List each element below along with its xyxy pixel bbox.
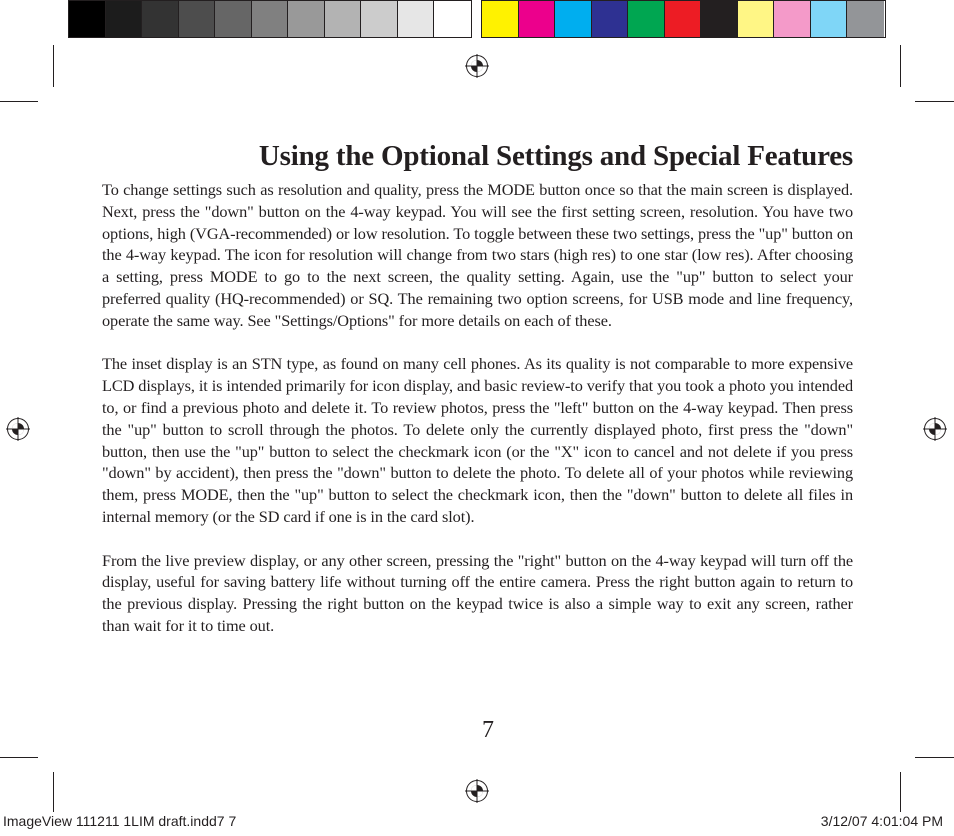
color-swatch	[738, 1, 775, 37]
page-number: 7	[482, 717, 494, 743]
color-swatch	[215, 1, 252, 37]
paragraph: The inset display is an STN type, as found on many cell phones. As its quality is not comparable to more expensive LCD displays, it is intended primarily for icon display, and basic review-to verify that you took a photo you intended to, or find a previous photo and delete it. To review photos, press the "left" button on the 4-way keypad. Then press the "up" button to scroll through the photos. To delete only the currently displayed photo, first press the "down" button, then use the "up" button to select the checkmark icon (or the "X" icon to cancel and not delete if you press "down" by accident), then press the "down" button to delete the photo. To delete all of your photos while reviewing them, press MODE, then the "up" button to select the checkmark icon, then the "down" button to delete all files in internal memory (or the SD card if one is in the card slot).	[102, 354, 853, 526]
color-swatch	[519, 1, 556, 37]
color-swatch	[179, 1, 216, 37]
registration-target-icon	[923, 417, 947, 441]
color-swatch	[361, 1, 398, 37]
crop-mark	[53, 45, 54, 87]
color-swatch	[592, 1, 629, 37]
color-swatch	[555, 1, 592, 37]
color-swatch	[665, 1, 702, 37]
color-swatch	[628, 1, 665, 37]
color-swatch	[847, 1, 884, 37]
color-swatch	[142, 1, 179, 37]
paragraph: From the live preview display, or any other screen, pressing the "right" button on the 4-way keypad will turn off the display, useful for saving battery life without turning off the entire camera. Press the right button again to return to the previous display. Pressing the right button on the keypad twice is also a simple way to exit any screen, rather than wait for it to time out.	[102, 550, 853, 635]
color-swatch	[774, 1, 811, 37]
registration-target-icon	[465, 54, 489, 78]
slug-timestamp: 3/12/07 4:01:04 PM	[820, 813, 943, 829]
crop-mark	[53, 772, 54, 812]
crop-mark	[900, 772, 901, 812]
color-swatch	[69, 1, 106, 37]
crop-mark	[915, 101, 954, 102]
crop-mark	[915, 757, 954, 758]
body-text	[102, 179, 853, 659]
page-title: Using the Optional Settings and Special Features	[258, 140, 853, 172]
color-swatch	[434, 1, 471, 37]
color-swatch	[325, 1, 362, 37]
slug-file-info: ImageView 111211 1LIM draft.indd7 7	[3, 813, 237, 829]
color-swatch	[482, 1, 519, 37]
grayscale-swatch-bar	[68, 0, 472, 38]
color-swatch	[701, 1, 738, 37]
color-swatch	[106, 1, 143, 37]
crop-mark	[0, 101, 38, 102]
registration-target-icon	[465, 779, 489, 803]
paragraph: To change settings such as resolution and quality, press the MODE button once so that the main screen is displayed. Next, press the "down" button on the 4-way keypad. You will see the first setting screen, resolution. You have two options, high (VGA-recommended) or low resolution. To toggle between these two settings, press the "up" button on the 4-way keypad. The icon for resolution will change from two stars (high res) to one star (low res). After choosing a setting, press MODE to go to the next screen, the quality setting. Again, use the "up" button to select your preferred quality (HQ-recommended) or SQ. The remaining two option screens, for USB mode and line frequency, operate the same way. See "Settings/Options" for more details on each of these.	[102, 180, 853, 330]
color-swatch	[252, 1, 289, 37]
color-swatch-bar	[481, 0, 886, 38]
crop-mark	[0, 757, 38, 758]
registration-target-icon	[6, 417, 30, 441]
color-swatch	[398, 1, 435, 37]
crop-mark	[900, 45, 901, 87]
color-swatch	[811, 1, 848, 37]
color-swatch	[288, 1, 325, 37]
